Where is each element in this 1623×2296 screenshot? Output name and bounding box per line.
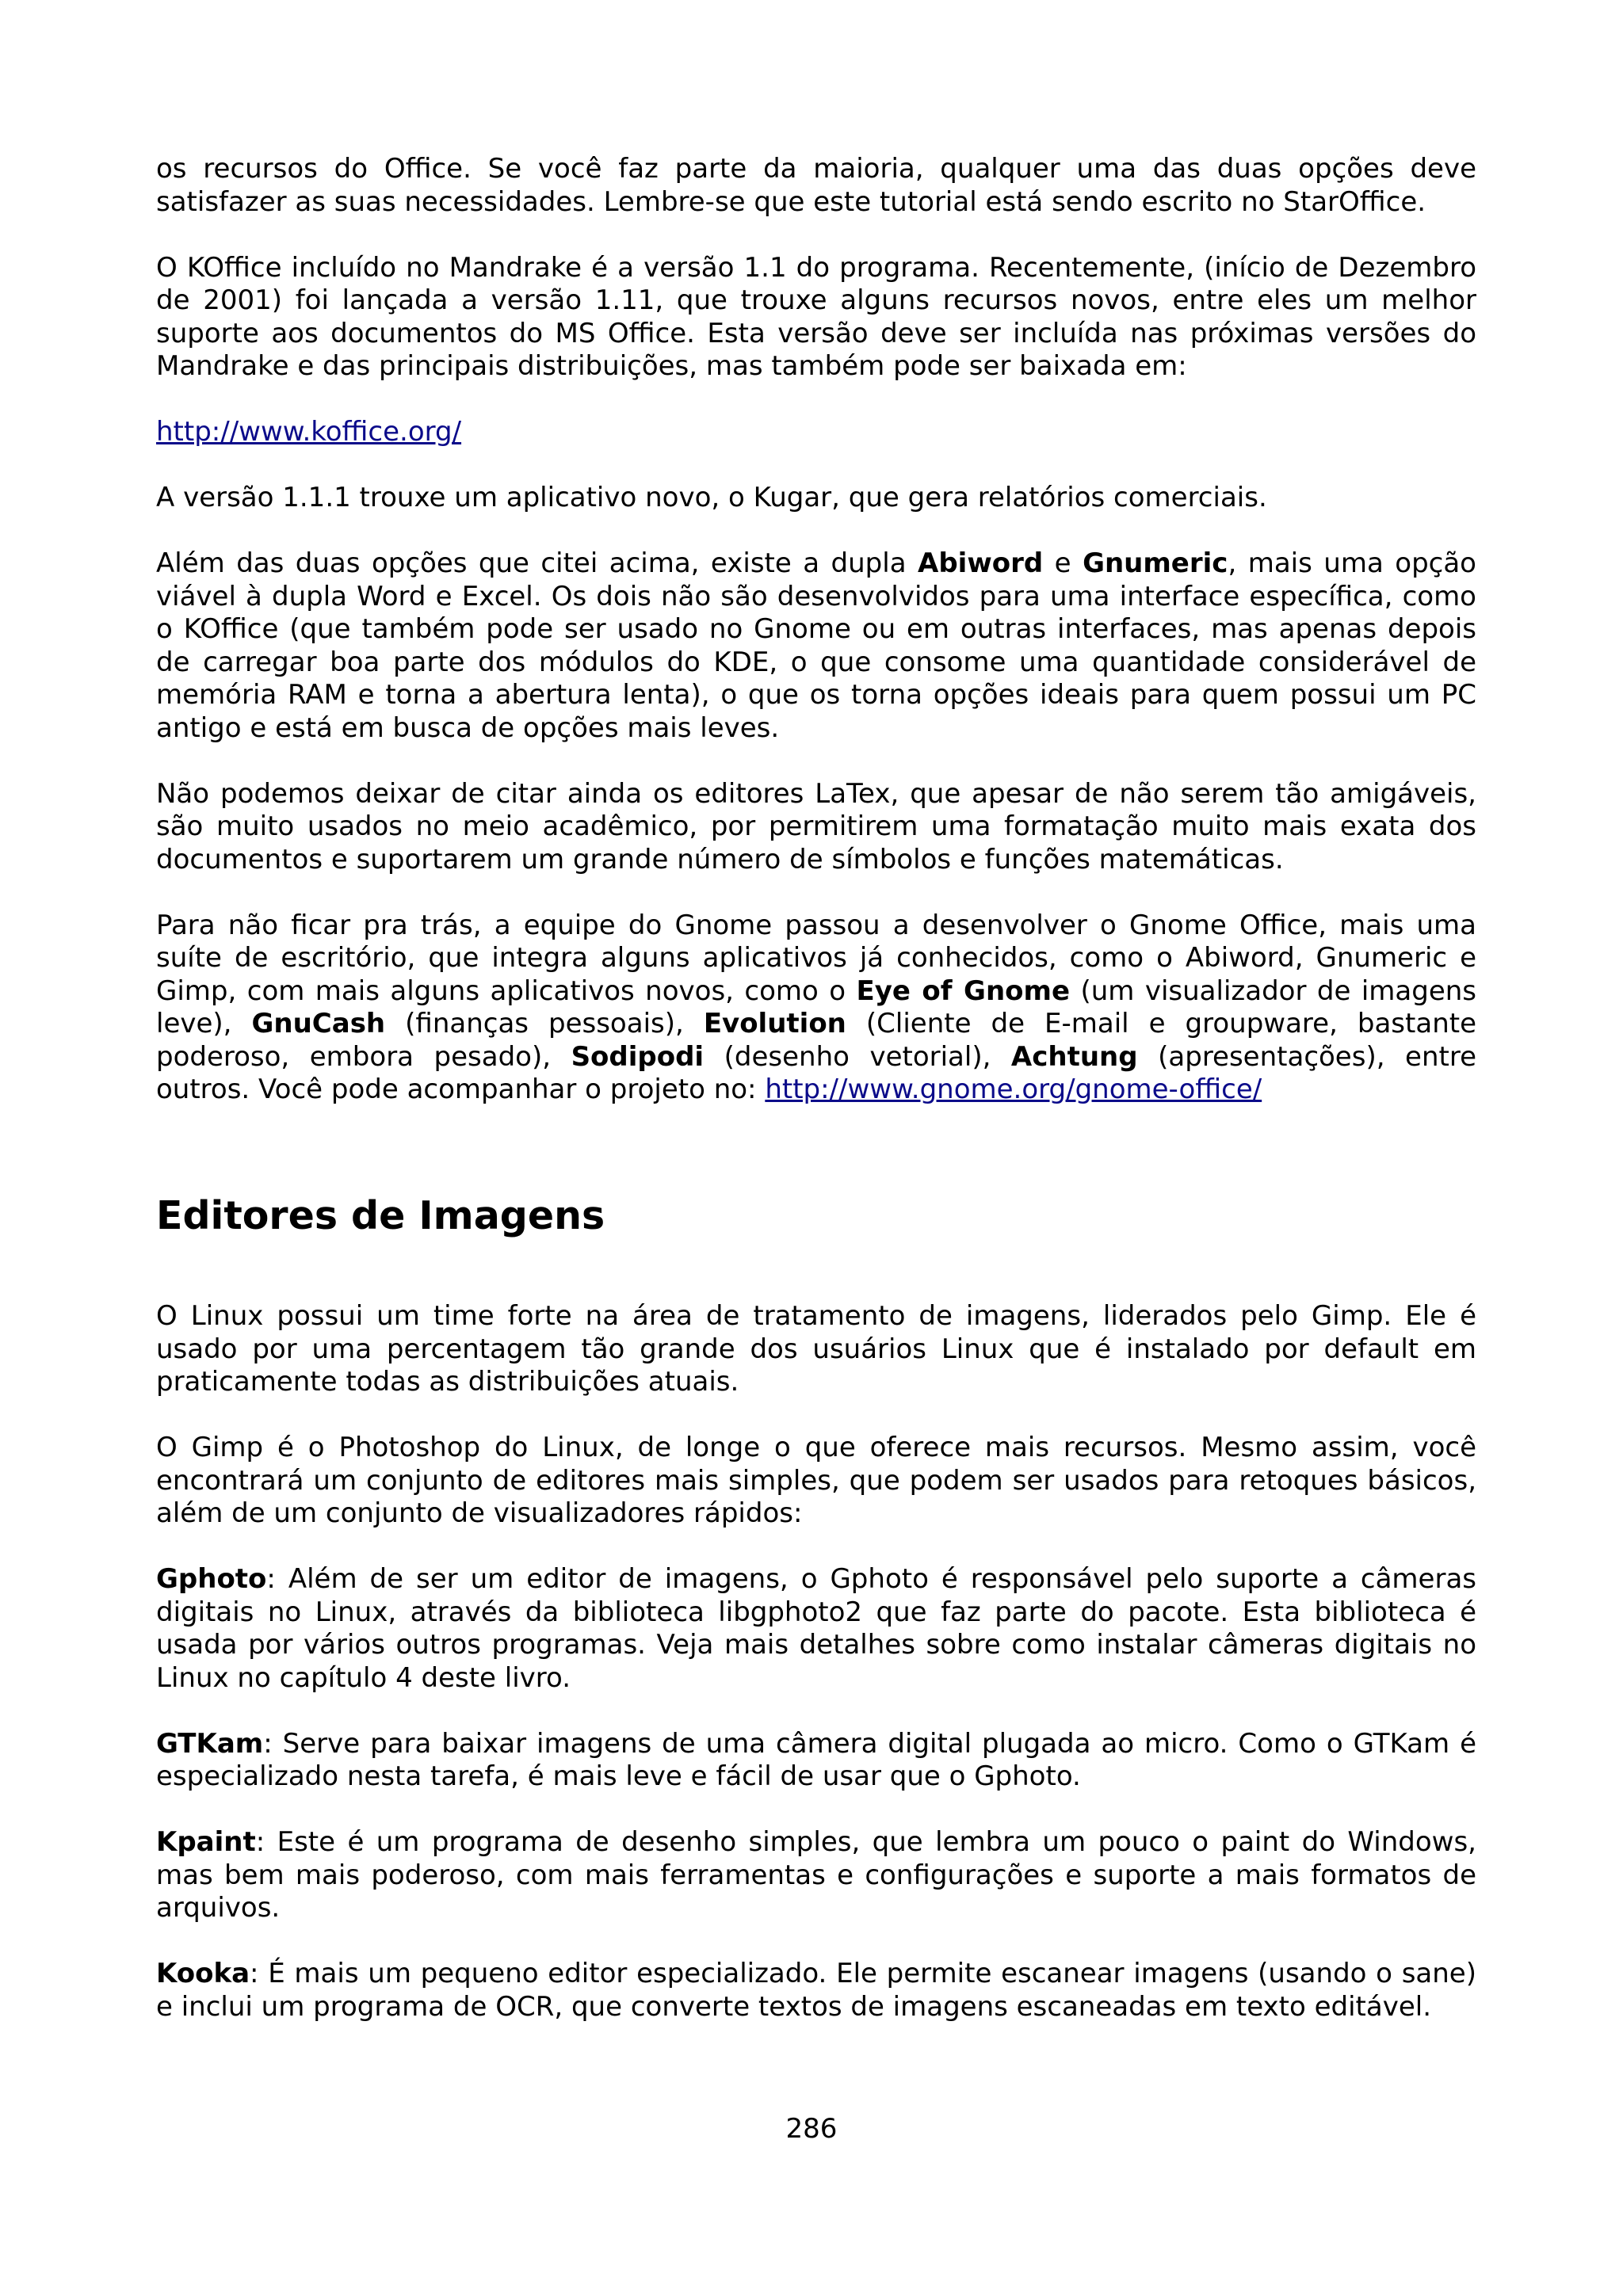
section-spacer [156,1139,1476,1193]
text-run: (Cliente de E-mail e groupware, bastante poderoso, embora pesado), [156,1008,1476,1073]
text-run: (apresentações), entre outros. Você pode acompanhar o projeto no: [156,1040,1476,1105]
text-run: e [1043,547,1083,579]
gnucash-term: GnuCash [251,1008,386,1039]
text-run: Além das duas opções que citei acima, existe a dupla [156,547,918,579]
abiword-term: Abiword [918,547,1044,579]
text-run: (finanças pessoais), [385,1008,704,1039]
achtung-term: Achtung [1010,1040,1138,1073]
paragraph-abiword-gnumeric [156,547,1476,745]
paragraph-kugar: A versão 1.1.1 trouxe um aplicativo novo, o Kugar, que gera relatórios comerciais. [156,482,1267,513]
gnome-office-link[interactable]: http://www.gnome.org/gnome-office/ [765,1074,1262,1105]
heading-spacer [156,1239,1476,1300]
item-term: Gphoto [156,1563,267,1595]
item-term: Kpaint [156,1826,256,1858]
paragraph-latex: Não podemos deixar de citar ainda os editores LaTex, que apesar de não serem tão amigáveis, são muito usados no meio acadêmico, por permitirem uma formatação muito mais exata dos documentos e suportarem um grande número de símbolos e funções matemáticas. [156,777,1476,875]
item-description: : É mais um pequeno editor especializado. Ele permite escanear imagens (usando o sane) e inclui um programa de OCR, que converte textos de imagens escaneadas em texto editável. [156,1958,1476,2023]
item-kooka [156,1958,1476,2023]
item-gphoto [156,1563,1476,1695]
item-description: : Além de ser um editor de imagens, o Gphoto é responsável pelo suporte a câmeras digitais no Linux, através da biblioteca libgphoto2 que faz parte do pacote. Esta biblioteca é usada por vários outros programas. Veja mais detalhes sobre como instalar câmeras digitais no Linux no capítulo 4 deste livro. [156,1563,1476,1694]
gnumeric-term: Gnumeric [1083,547,1228,579]
paragraph-gnome-office [156,910,1476,1107]
eye-of-gnome-term: Eye of Gnome [856,974,1071,1007]
text-run: (desenho vetorial), [704,1040,1011,1073]
paragraph-office-recursos: os recursos do Office. Se você faz parte da maioria, qualquer uma das duas opções deve satisfazer as suas necessidades. Lembre-se que este tutorial está sendo escrito no StarOffice. [156,153,1476,218]
page-number: 286 [785,2113,838,2145]
item-kpaint [156,1826,1476,1925]
section-heading: Editores de Imagens [156,1193,605,1238]
koffice-link[interactable]: http://www.koffice.org/ [156,416,462,448]
item-term: Kooka [156,1958,250,1989]
text-run: , mais uma opção viável à dupla Word e Excel. Os dois não são desenvolvidos para uma interface específica, como o KOffice (que também pode ser usado no Gnome ou em outras interfaces, mas apenas depois de carregar boa parte dos módulos do KDE, o que consome uma quantidade considerável de memória RAM e torna a abertura lenta), o que os torna opções ideais para quem possui um PC antigo e está em busca de opções mais leves. [156,547,1476,744]
sodipodi-term: Sodipodi [571,1040,705,1073]
paragraph-gimp-photoshop: O Gimp é o Photoshop do Linux, de longe o que oferece mais recursos. Mesmo assim, você encontrará um conjunto de editores mais simples, que podem ser usados para retoques básicos, além de um conjunto de visualizadores rápidos: [156,1432,1476,1529]
document-page [156,153,1476,2057]
paragraph-gimp-team: O Linux possui um time forte na área de tratamento de imagens, liderados pelo Gimp. Ele é usado por uma percentagem tão grande dos usuários Linux que é instalado por default em praticamente todas as distribuições atuais. [156,1300,1476,1398]
evolution-term: Evolution [703,1008,846,1039]
koffice-link-paragraph [156,416,1476,449]
text-run: (um visualizador de imagens leve), [156,974,1477,1039]
item-gtkam [156,1728,1476,1794]
item-term: GTKam [156,1727,264,1760]
text-run: Para não ficar pra trás, a equipe do Gnome passou a desenvolver o Gnome Office, mais uma suíte de escritório, que integra alguns aplicativos já conhecidos, como o Abiword, Gnumeric e Gimp, com mais alguns aplicativos novos, como o [156,909,1476,1007]
item-description: : Serve para baixar imagens de uma câmera digital plugada ao micro. Como o GTKam é especializado nesta tarefa, é mais leve e fácil de usar que o Gphoto. [156,1727,1476,1792]
item-description: : Este é um programa de desenho simples, que lembra um pouco o paint do Windows, mas bem mais poderoso, com mais ferramentas e configurações e suporte a mais formatos de arquivos. [156,1826,1476,1924]
paragraph-koffice: O KOffice incluído no Mandrake é a versão 1.1 do programa. Recentemente, (início de Dezembro de 2001) foi lançada a versão 1.11, que trouxe alguns recursos novos, entre eles um melhor suporte aos documentos do MS Office. Esta versão deve ser incluída nas próximas versões do Mandrake e das principais distribuições, mas também pode ser baixada em: [156,251,1476,382]
